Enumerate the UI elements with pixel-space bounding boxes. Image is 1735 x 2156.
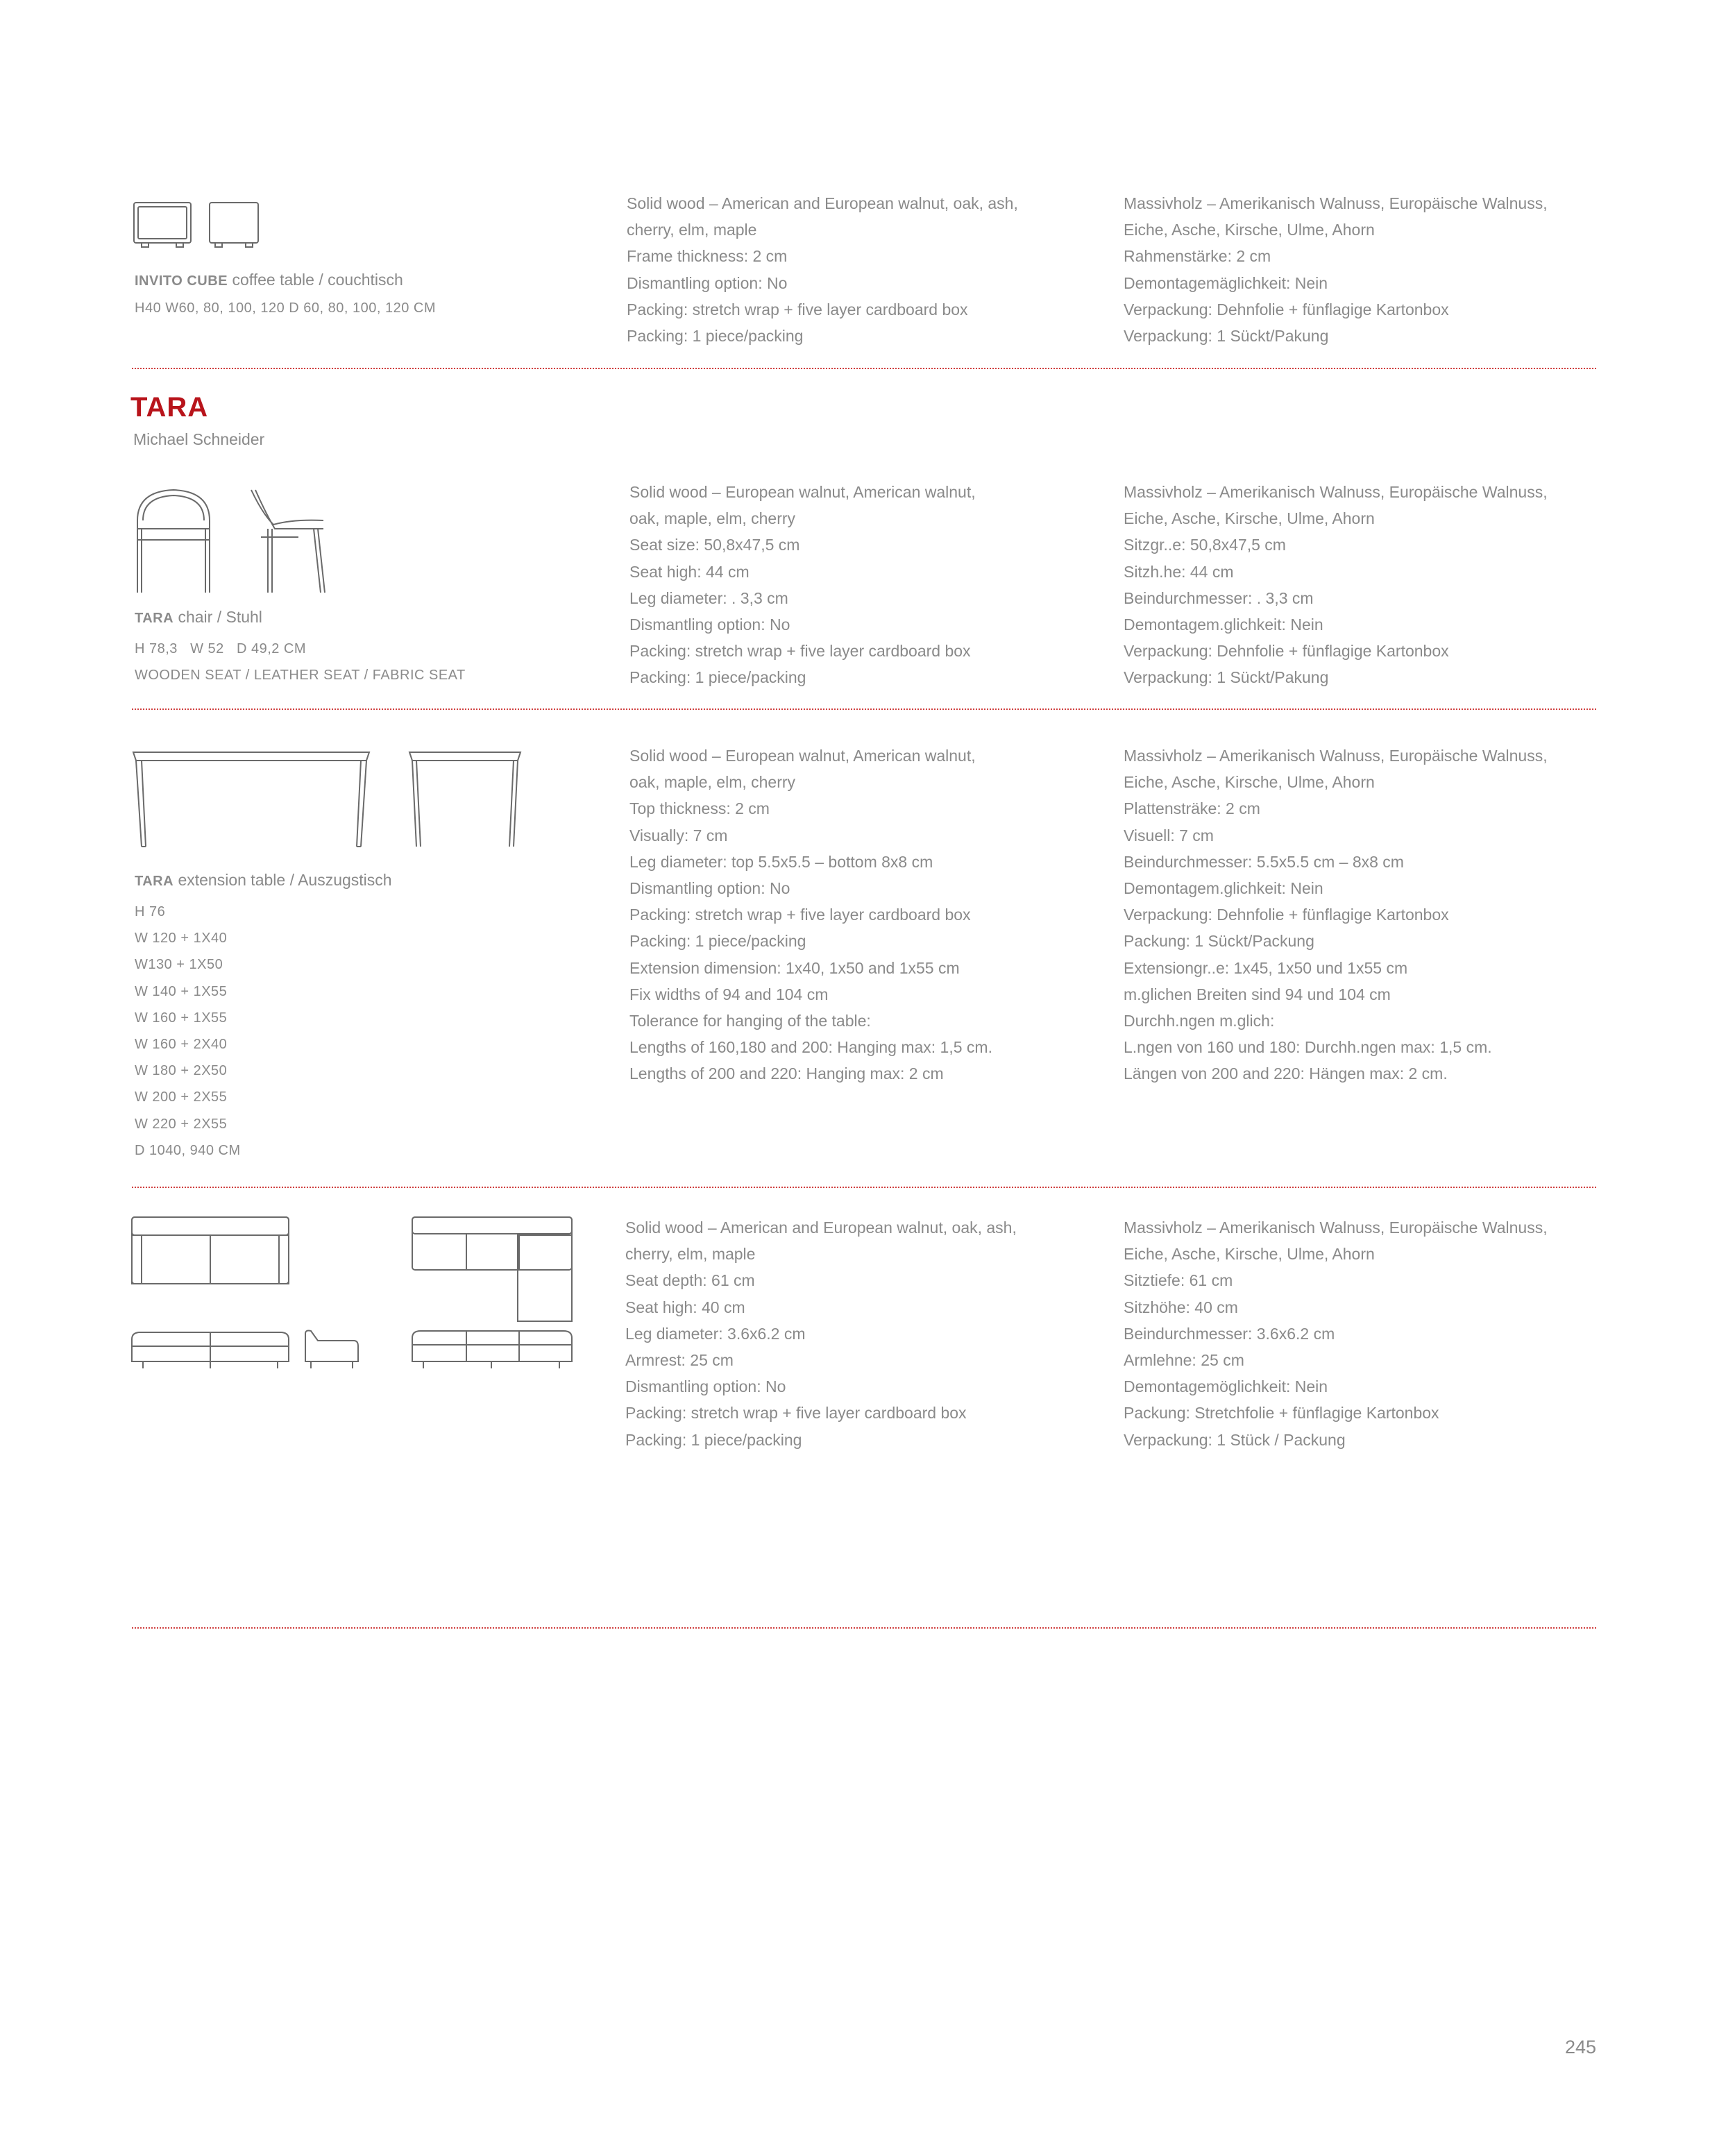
spec-line: Frame thickness: 2 cm [627,247,788,266]
size-line: W 160 + 1X55 [135,1010,228,1026]
spec-line: Beindurchmesser: 3.6x6.2 cm [1124,1324,1335,1343]
invito-spec-de [1124,190,1548,349]
product-name: INVITO CUBE [135,273,228,289]
spec-line: Demontagem.glichkeit: Nein [1124,615,1323,634]
chair-spec-en [629,479,976,691]
spec-line: Solid wood – American and European walnut, oak, ash, [625,1219,1017,1237]
spec-line: Durchh.ngen m.glich: [1124,1011,1275,1030]
invito-product-name [135,271,403,289]
size-line: W 200 + 2X55 [135,1089,228,1105]
spec-line: Massivholz – Amerikanisch Walnuss, Europäische Walnuss, [1124,483,1548,501]
spec-line: Verpackung: Dehnfolie + fünflagige Kartonbox [1124,300,1449,319]
spec-line: m.glichen Breiten sind 94 und 104 cm [1124,985,1391,1003]
chair-seat-options: WOODEN SEAT / LEATHER SEAT / FABRIC SEAT [135,668,466,683]
size-line: W130 + 1X50 [135,957,223,973]
spec-line: Seat size: 50,8x47,5 cm [629,536,800,554]
spec-line: Fix widths of 94 and 104 cm [629,985,829,1003]
spec-line: Packing: 1 piece/packing [629,668,806,687]
spec-line: Verpackung: Dehnfolie + fünflagige Kartonbox [1124,906,1449,924]
spec-line: Visually: 7 cm [629,826,728,844]
designer-name: Michael Schneider [133,430,265,448]
chair-dimensions: H 78,3 W 52 D 49,2 CM [135,641,307,656]
size-line: W 180 + 2X50 [135,1063,228,1079]
spec-line: Beindurchmesser: 5.5x5.5 cm – 8x8 cm [1124,852,1404,871]
spec-line: Verpackung: Dehnfolie + fünflagige Kartonbox [1124,642,1449,661]
spec-line: Verpackung: 1 Sückt/Pakung [1124,668,1329,687]
spec-line: Packing: stretch wrap + five layer cardboard box [629,642,971,661]
spec-line: Seat high: 44 cm [629,562,750,581]
size-line: W 220 + 2X55 [135,1116,228,1132]
table-product-name [135,871,392,890]
size-line: W 140 + 1X55 [135,983,228,999]
spec-line: Demontagem.glichkeit: Nein [1124,878,1323,897]
spec-line: Eiche, Asche, Kirsche, Ulme, Ahorn [1124,1245,1375,1264]
section-divider [132,1187,1596,1188]
spec-line: Sitzgr..e: 50,8x47,5 cm [1124,536,1286,554]
spec-line: Leg diameter: top 5.5x5.5 – bottom 8x8 cm [629,852,933,871]
spec-line: Extension dimension: 1x40, 1x50 and 1x55 cm [629,958,960,977]
section-divider [132,1627,1596,1629]
sofa-spec-de [1124,1214,1548,1453]
spec-line: Leg diameter: 3.6x6.2 cm [625,1324,806,1343]
spec-line: Solid wood – American and European walnut, oak, ash, [627,194,1018,212]
spec-line: Seat high: 40 cm [625,1298,745,1316]
table-spec-de [1124,742,1548,1087]
spec-line: Demontagemöglichkeit: Nein [1124,1377,1328,1396]
table-spec-en [629,742,992,1087]
spec-line: Dismantling option: No [627,273,788,292]
spec-line: Lengths of 200 and 220: Hanging max: 2 cm [629,1064,944,1083]
spec-line: Eiche, Asche, Kirsche, Ulme, Ahorn [1124,509,1375,528]
spec-line: Armrest: 25 cm [625,1350,734,1369]
tara-chair-drawing [132,486,340,597]
spec-line: Packing: 1 piece/packing [625,1430,802,1449]
spec-line: L.ngen von 160 und 180: Durchh.ngen max: 1,5 cm. [1124,1038,1492,1057]
spec-line: Armlehne: 25 cm [1124,1350,1244,1369]
spec-line: Packing: stretch wrap + five layer cardboard box [627,300,968,319]
invito-cube-drawing [132,201,271,250]
chair-spec-de [1124,479,1548,691]
product-type: extension table / Auszugstisch [178,871,392,889]
spec-line: Top thickness: 2 cm [629,799,770,818]
spec-line: cherry, elm, maple [625,1245,756,1264]
spec-line: Eiche, Asche, Kirsche, Ulme, Ahorn [1124,221,1375,239]
spec-line: Packing: 1 piece/packing [629,932,806,951]
sofa-spec-en [625,1214,1017,1453]
size-line: H 76 [135,904,166,919]
size-line: W 120 + 1X40 [135,931,228,947]
spec-line: Beindurchmesser: . 3,3 cm [1124,588,1314,607]
page-number: 245 [1564,2037,1596,2057]
spec-line: Verpackung: 1 Sückt/Pakung [1124,326,1329,345]
spec-line: Solid wood – European walnut, American walnut, [629,747,976,765]
size-line: W 160 + 2X40 [135,1037,228,1053]
tara-table-drawing [132,749,527,854]
invito-spec-en [627,190,1018,349]
invito-dimensions: H40 W60, 80, 100, 120 D 60, 80, 100, 120 CM [135,300,436,316]
section-divider [132,368,1596,369]
spec-line: Seat depth: 61 cm [625,1271,755,1290]
product-type: coffee table / couchtisch [232,271,403,289]
spec-line: Leg diameter: . 3,3 cm [629,588,788,607]
spec-line: Packung: 1 Sückt/Packung [1124,932,1314,951]
product-name: TARA [135,874,174,889]
size-line: D 1040, 940 CM [135,1142,241,1158]
table-sizes [135,899,241,1164]
spec-line: Dismantling option: No [629,878,790,897]
spec-line: Massivholz – Amerikanisch Walnuss, Europäische Walnuss, [1124,194,1548,212]
spec-line: Massivholz – Amerikanisch Walnuss, Europäische Walnuss, [1124,747,1548,765]
spec-line: Dismantling option: No [629,615,790,634]
spec-line: Packing: 1 piece/packing [627,326,804,345]
spec-line: Sitztiefe: 61 cm [1124,1271,1233,1290]
spec-line: Plattensträke: 2 cm [1124,799,1260,818]
spec-line: Demontagemäglichkeit: Nein [1124,273,1328,292]
spec-line: Tolerance for hanging of the table: [629,1011,871,1030]
collection-title: TARA [130,392,209,423]
product-name: TARA [135,611,174,626]
spec-line: Packing: stretch wrap + five layer cardboard box [625,1404,967,1423]
spec-line: Massivholz – Amerikanisch Walnuss, Europäische Walnuss, [1124,1219,1548,1237]
spec-line: cherry, elm, maple [627,221,757,239]
spec-line: Packung: Stretchfolie + fünflagige Kartonbox [1124,1404,1439,1423]
spec-line: Längen von 200 and 220: Hängen max: 2 cm. [1124,1064,1448,1083]
product-type: chair / Stuhl [178,608,262,626]
sofa-drawings [129,1214,580,1381]
spec-line: Sitzhöhe: 40 cm [1124,1298,1238,1316]
spec-line: Visuell: 7 cm [1124,826,1214,844]
chair-product-name [135,608,262,627]
spec-line: oak, maple, elm, cherry [629,509,796,528]
spec-line: Rahmenstärke: 2 cm [1124,247,1271,266]
spec-line: oak, maple, elm, cherry [629,773,796,792]
spec-line: Dismantling option: No [625,1377,786,1396]
spec-line: Sitzh.he: 44 cm [1124,562,1234,581]
section-divider [132,708,1596,710]
spec-line: Extensiongr..e: 1x45, 1x50 und 1x55 cm [1124,958,1408,977]
spec-line: Lengths of 160,180 and 200: Hanging max: 1,5 cm. [629,1038,992,1057]
spec-line: Packing: stretch wrap + five layer cardboard box [629,906,971,924]
spec-line: Verpackung: 1 Stück / Packung [1124,1430,1346,1449]
spec-line: Solid wood – European walnut, American walnut, [629,483,976,501]
spec-line: Eiche, Asche, Kirsche, Ulme, Ahorn [1124,773,1375,792]
